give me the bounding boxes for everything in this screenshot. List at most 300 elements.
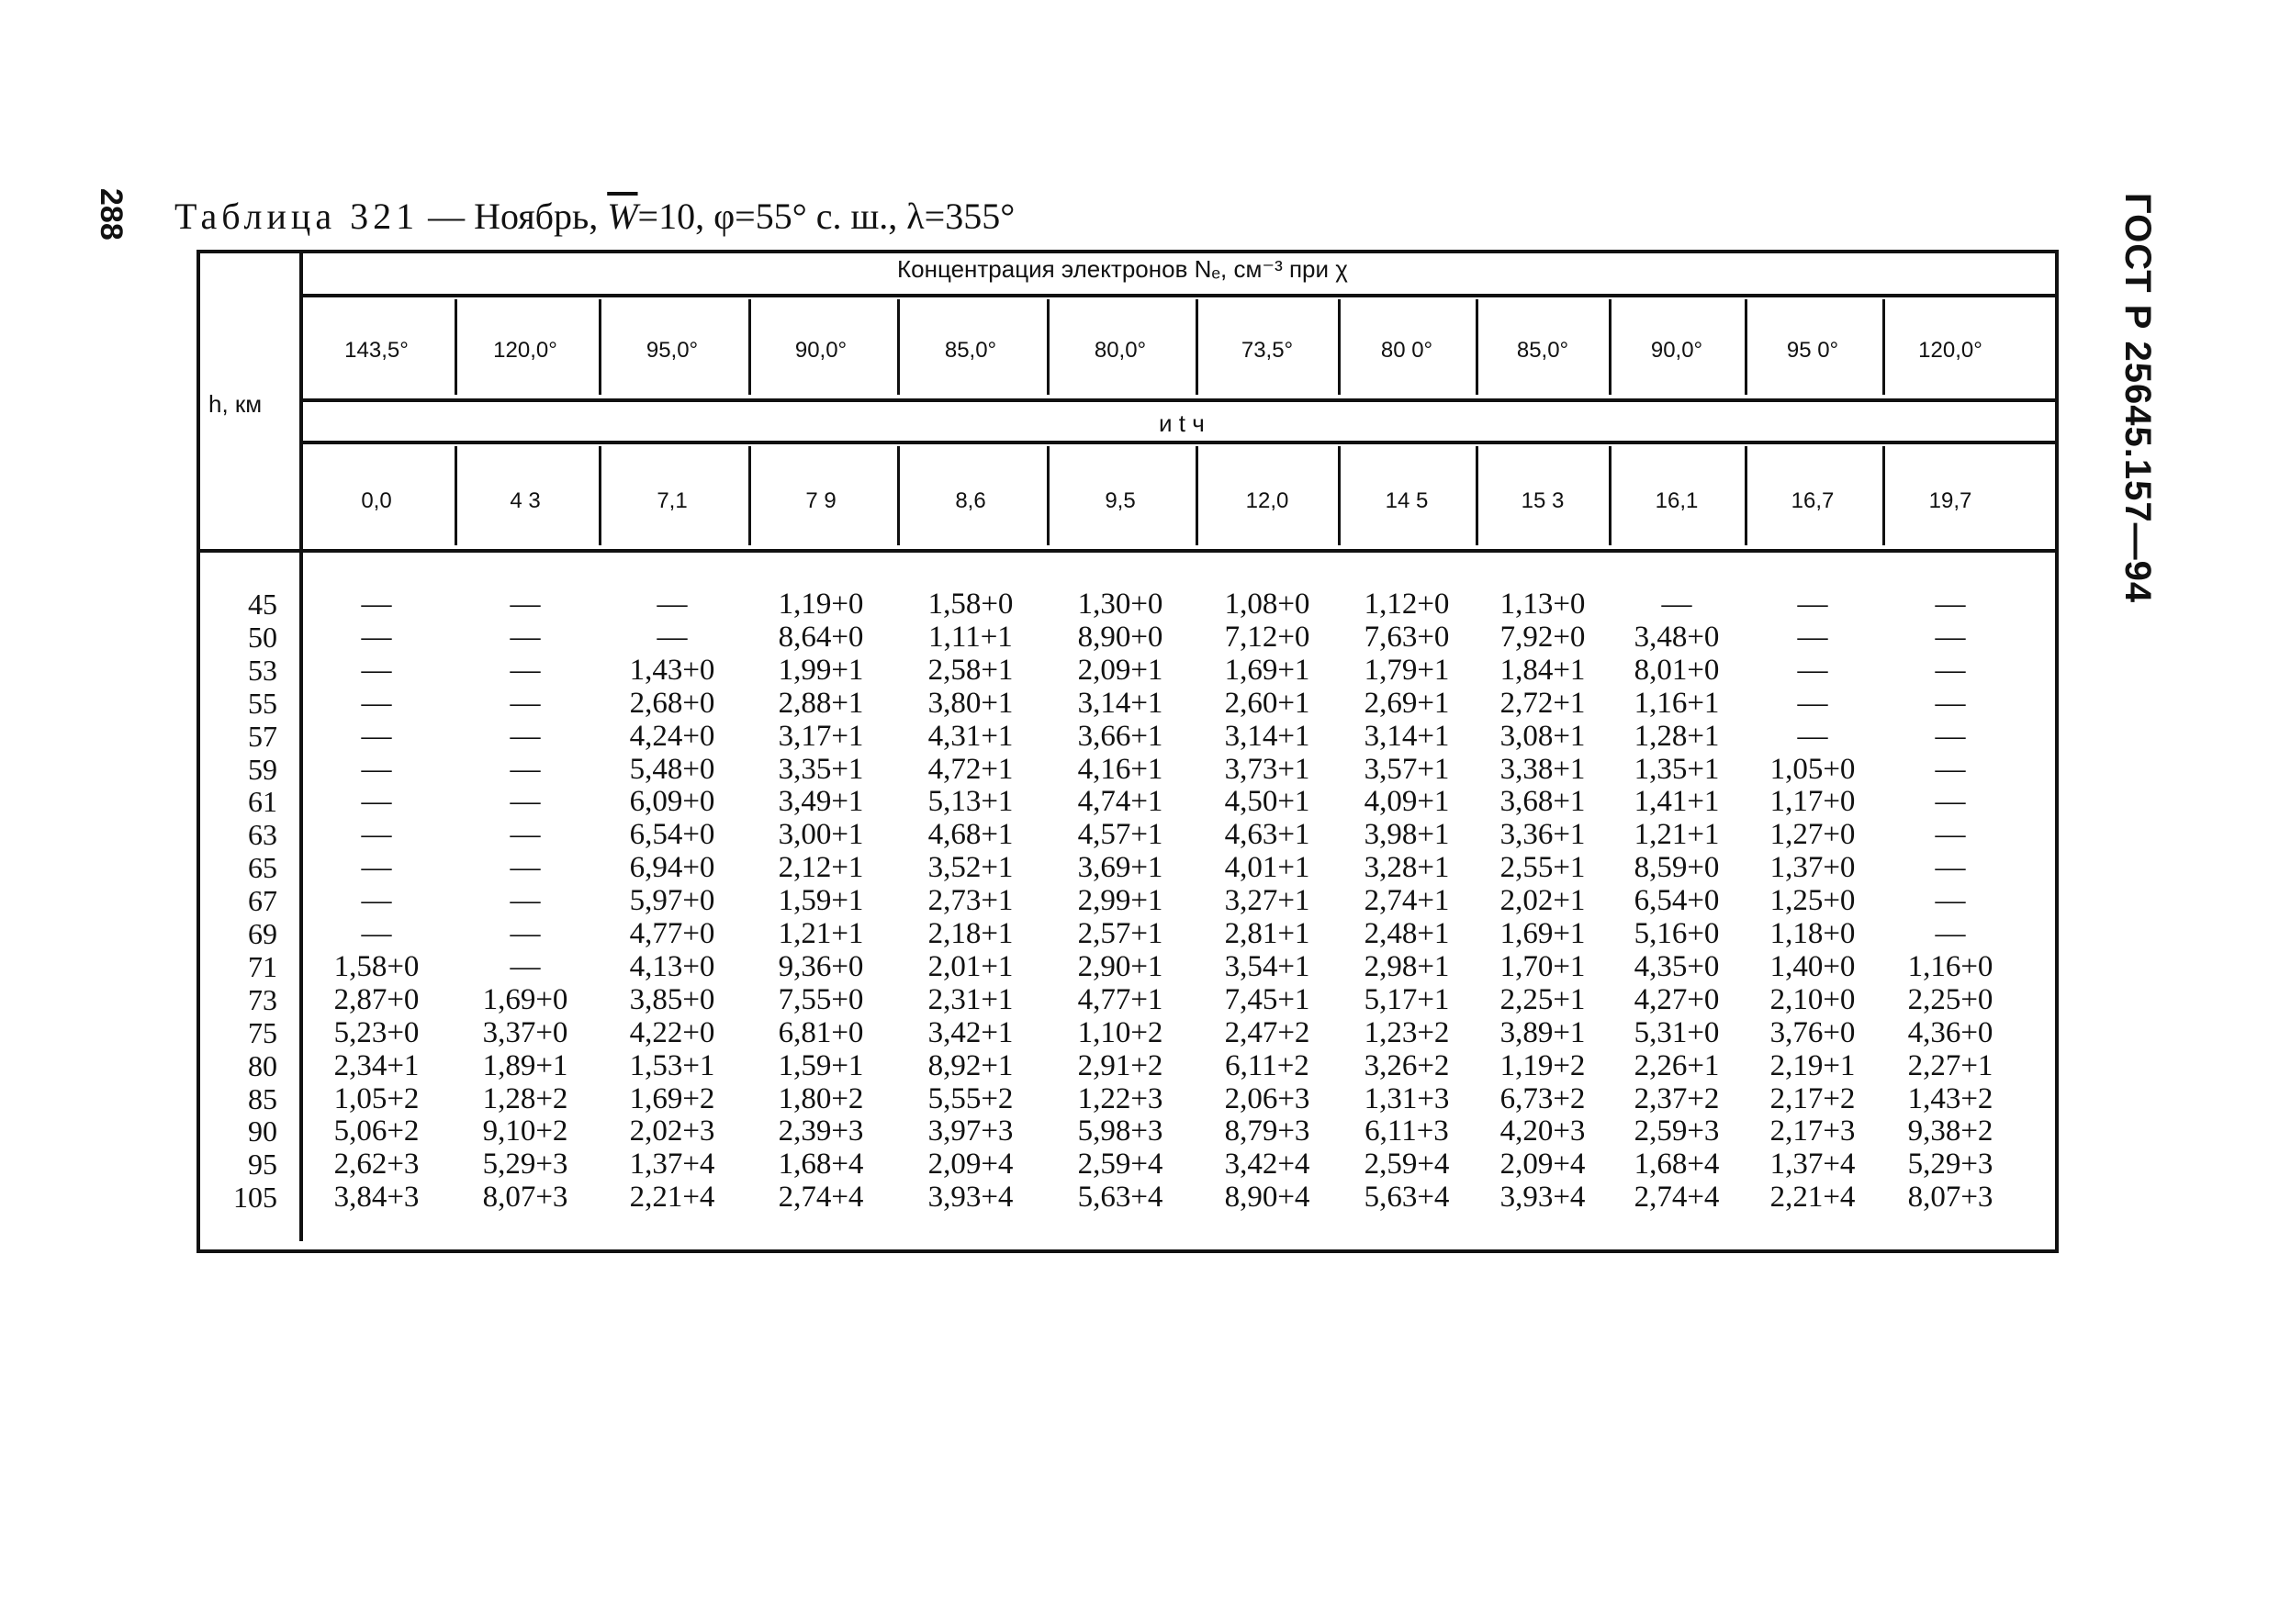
title-part-b: =10, φ=55° с. ш., λ=355° xyxy=(637,196,1016,237)
table-cell: — xyxy=(1935,917,1966,950)
table-cell: 2,69+1 xyxy=(1364,686,1450,720)
t-value: 8,6 xyxy=(955,488,986,513)
table-cell: 6,09+0 xyxy=(629,785,715,819)
chi-divider xyxy=(1047,299,1050,395)
row-label-h: 69 xyxy=(248,917,277,950)
table-cell: 1,19+0 xyxy=(778,588,864,621)
table-cell: 4,77+0 xyxy=(629,917,715,950)
table-cell: 4,74+1 xyxy=(1077,785,1163,819)
table-cell: 3,97+3 xyxy=(927,1114,1014,1148)
chi-value: 90,0° xyxy=(794,338,848,363)
t-divider xyxy=(1882,446,1885,545)
table-cell: — xyxy=(1935,818,1966,852)
row-label-h: 45 xyxy=(248,588,277,621)
table-cell: 3,26+2 xyxy=(1364,1048,1450,1082)
table-cell: 8,90+4 xyxy=(1224,1181,1310,1215)
table-cell: 3,14+1 xyxy=(1224,719,1310,753)
table-cell: 1,41+1 xyxy=(1634,785,1720,819)
t-divider xyxy=(1196,446,1198,545)
table-cell: 3,52+1 xyxy=(927,851,1014,885)
table-cell: — xyxy=(1935,719,1966,753)
row-label-h: 50 xyxy=(248,620,277,654)
t-divider xyxy=(455,446,457,545)
table-cell: 5,98+3 xyxy=(1077,1114,1163,1148)
t-label-divider xyxy=(301,441,2055,444)
table-cell: 1,12+0 xyxy=(1364,588,1450,621)
table-cell: 2,74+4 xyxy=(778,1181,864,1215)
chi-value: 120,0° xyxy=(1918,338,1982,363)
t-divider xyxy=(1745,446,1747,545)
table-cell: 2,09+4 xyxy=(927,1148,1014,1182)
table-cell: 1,70+1 xyxy=(1499,949,1586,983)
table-cell: 1,79+1 xyxy=(1364,653,1450,687)
table-cell: — xyxy=(1797,686,1828,720)
table-cell: 4,22+0 xyxy=(629,1015,715,1049)
table-cell: 1,43+0 xyxy=(629,653,715,687)
table-cell: 6,94+0 xyxy=(629,851,715,885)
table-cell: 3,48+0 xyxy=(1634,620,1720,654)
table-cell: 1,59+1 xyxy=(778,884,864,918)
table-cell: 5,97+0 xyxy=(629,884,715,918)
table-cell: 1,28+2 xyxy=(482,1081,568,1115)
table-cell: 2,59+4 xyxy=(1077,1148,1163,1182)
table-cell: 2,98+1 xyxy=(1364,949,1450,983)
chi-row-divider xyxy=(301,398,2055,402)
table-cell: 5,55+2 xyxy=(927,1081,1014,1115)
table-cell: 2,81+1 xyxy=(1224,917,1310,950)
table-cell: 2,59+3 xyxy=(1634,1114,1720,1148)
row-label-h: 90 xyxy=(248,1114,277,1148)
table-cell: 1,69+1 xyxy=(1224,653,1310,687)
table-cell: — xyxy=(510,719,541,753)
table-cell: 5,48+0 xyxy=(629,752,715,786)
table-cell: 3,42+1 xyxy=(927,1015,1014,1049)
table-cell: 4,50+1 xyxy=(1224,785,1310,819)
t-value: 9,5 xyxy=(1105,488,1136,513)
table-cell: 2,74+1 xyxy=(1364,884,1450,918)
table-cell: 3,36+1 xyxy=(1499,818,1586,852)
table-cell: 2,25+1 xyxy=(1499,982,1586,1016)
table-cell: 2,47+2 xyxy=(1224,1015,1310,1049)
table-cell: 2,99+1 xyxy=(1077,884,1163,918)
table-cell: 2,90+1 xyxy=(1077,949,1163,983)
chi-divider xyxy=(599,299,601,395)
table-cell: 5,13+1 xyxy=(927,785,1014,819)
row-label-h: 63 xyxy=(248,818,277,852)
title-part-a: — Ноябрь, xyxy=(419,196,608,237)
chi-divider xyxy=(1196,299,1198,395)
table-cell: 7,55+0 xyxy=(778,982,864,1016)
table-cell: — xyxy=(361,752,392,786)
table-cell: — xyxy=(1935,588,1966,621)
table-cell: 8,79+3 xyxy=(1224,1114,1310,1148)
table-cell: 5,17+1 xyxy=(1364,982,1450,1016)
table-cell: 4,68+1 xyxy=(927,818,1014,852)
table-cell: — xyxy=(1935,686,1966,720)
table-cell: 2,55+1 xyxy=(1499,851,1586,885)
table-cell: 2,09+1 xyxy=(1077,653,1163,687)
table-cell: 1,08+0 xyxy=(1224,588,1310,621)
chi-value: 120,0° xyxy=(493,338,557,363)
table-cell: 7,45+1 xyxy=(1224,982,1310,1016)
table-cell: 4,36+0 xyxy=(1907,1015,1993,1049)
t-divider xyxy=(1047,446,1050,545)
chi-divider xyxy=(748,299,751,395)
table-cell: 2,31+1 xyxy=(927,982,1014,1016)
table-cell: — xyxy=(510,752,541,786)
table-cell: 2,34+1 xyxy=(333,1048,420,1082)
t-value: 19,7 xyxy=(1928,488,1972,513)
t-divider xyxy=(897,446,900,545)
table-cell: — xyxy=(361,588,392,621)
t-value: 16,7 xyxy=(1791,488,1835,513)
table-cell: — xyxy=(361,653,392,687)
table-cell: 9,38+2 xyxy=(1907,1114,1993,1148)
t-value: 4 3 xyxy=(510,488,541,513)
header-body-divider xyxy=(197,549,2057,553)
table-cell: 1,22+3 xyxy=(1077,1081,1163,1115)
table-cell: 3,14+1 xyxy=(1077,686,1163,720)
table-cell: 2,18+1 xyxy=(927,917,1014,950)
table-cell: 1,23+2 xyxy=(1364,1015,1450,1049)
table-cell: 1,53+1 xyxy=(629,1048,715,1082)
table-cell: 4,72+1 xyxy=(927,752,1014,786)
table-cell: 2,01+1 xyxy=(927,949,1014,983)
table-cell: 1,84+1 xyxy=(1499,653,1586,687)
table-cell: 7,63+0 xyxy=(1364,620,1450,654)
table-cell: — xyxy=(510,851,541,885)
table-cell: 1,13+0 xyxy=(1499,588,1586,621)
table-cell: 3,66+1 xyxy=(1077,719,1163,753)
table-cell: 2,59+4 xyxy=(1364,1148,1450,1182)
table-cell: 3,93+4 xyxy=(927,1181,1014,1215)
table-cell: — xyxy=(1661,588,1692,621)
document-code: ГОСТ Р 25645.157—94 xyxy=(2117,193,2158,604)
t-divider xyxy=(1338,446,1341,545)
t-subheader: и t ч xyxy=(1159,409,1205,437)
table-cell: 3,76+0 xyxy=(1769,1015,1856,1049)
table-cell: 4,77+1 xyxy=(1077,982,1163,1016)
table-cell: 8,92+1 xyxy=(927,1048,1014,1082)
table-cell: 2,21+4 xyxy=(629,1181,715,1215)
table-cell: 3,73+1 xyxy=(1224,752,1310,786)
table-title xyxy=(174,195,1015,238)
table-cell: — xyxy=(361,686,392,720)
t-value: 0,0 xyxy=(361,488,392,513)
table-cell: 5,63+4 xyxy=(1077,1181,1163,1215)
table-cell: 5,31+0 xyxy=(1634,1015,1720,1049)
table-cell: 1,58+0 xyxy=(333,949,420,983)
table-cell: 3,35+1 xyxy=(778,752,864,786)
table-cell: 8,07+3 xyxy=(482,1181,568,1215)
t-value: 7 9 xyxy=(805,488,837,513)
table-cell: 1,69+2 xyxy=(629,1081,715,1115)
data-table xyxy=(195,248,2059,1258)
table-cell: 1,68+4 xyxy=(778,1148,864,1182)
table-number: Таблица 321 xyxy=(174,196,420,237)
table-cell: 2,17+3 xyxy=(1769,1114,1856,1148)
table-cell: 1,28+1 xyxy=(1634,719,1720,753)
chi-value: 85,0° xyxy=(1516,338,1569,363)
table-cell: — xyxy=(1935,851,1966,885)
table-cell: 2,72+1 xyxy=(1499,686,1586,720)
table-cell: 6,81+0 xyxy=(778,1015,864,1049)
table-cell: — xyxy=(1797,588,1828,621)
table-cell: 2,68+0 xyxy=(629,686,715,720)
table-cell: 1,27+0 xyxy=(1769,818,1856,852)
table-cell: 3,42+4 xyxy=(1224,1148,1310,1182)
table-cell: 4,63+1 xyxy=(1224,818,1310,852)
table-cell: 6,11+3 xyxy=(1364,1114,1449,1148)
table-cell: 4,01+1 xyxy=(1224,851,1310,885)
table-cell: — xyxy=(361,917,392,950)
table-cell: 2,12+1 xyxy=(778,851,864,885)
table-cell: 4,35+0 xyxy=(1634,949,1720,983)
chi-value: 95 0° xyxy=(1786,338,1839,363)
table-cell: 3,93+4 xyxy=(1499,1181,1586,1215)
table-cell: 2,21+4 xyxy=(1769,1181,1856,1215)
table-cell: 4,57+1 xyxy=(1077,818,1163,852)
table-cell: 3,85+0 xyxy=(629,982,715,1016)
table-cell: — xyxy=(361,785,392,819)
table-cell: 2,60+1 xyxy=(1224,686,1310,720)
table-cell: 2,37+2 xyxy=(1634,1081,1720,1115)
t-value: 14 5 xyxy=(1385,488,1429,513)
table-cell: 3,57+1 xyxy=(1364,752,1450,786)
table-cell: 1,21+1 xyxy=(1634,818,1720,852)
table-cell: 2,10+0 xyxy=(1769,982,1856,1016)
table-cell: 1,69+0 xyxy=(482,982,568,1016)
table-cell: 2,09+4 xyxy=(1499,1148,1586,1182)
table-cell: 2,57+1 xyxy=(1077,917,1163,950)
chi-divider xyxy=(897,299,900,395)
chi-divider xyxy=(1745,299,1747,395)
table-cell: 2,48+1 xyxy=(1364,917,1450,950)
table-cell: 5,16+0 xyxy=(1634,917,1720,950)
table-cell: 2,25+0 xyxy=(1907,982,1993,1016)
table-cell: 8,01+0 xyxy=(1634,653,1720,687)
table-cell: 8,07+3 xyxy=(1907,1181,1993,1215)
table-cell: 1,40+0 xyxy=(1769,949,1856,983)
table-cell: 8,64+0 xyxy=(778,620,864,654)
table-cell: 6,54+0 xyxy=(629,818,715,852)
table-cell: 2,02+3 xyxy=(629,1114,715,1148)
table-cell: — xyxy=(510,818,541,852)
t-divider xyxy=(748,446,751,545)
table-cell: 3,28+1 xyxy=(1364,851,1450,885)
table-cell: — xyxy=(657,620,688,654)
t-value: 7,1 xyxy=(657,488,688,513)
row-label-h: 61 xyxy=(248,785,277,819)
table-cell: — xyxy=(361,884,392,918)
table-cell: — xyxy=(510,588,541,621)
chi-divider xyxy=(455,299,457,395)
table-cell: 1,37+0 xyxy=(1769,851,1856,885)
table-cell: 6,11+2 xyxy=(1225,1048,1309,1082)
table-cell: 4,31+1 xyxy=(927,719,1014,753)
table-cell: 5,63+4 xyxy=(1364,1181,1450,1215)
table-cell: — xyxy=(1797,653,1828,687)
t-divider xyxy=(599,446,601,545)
t-value: 12,0 xyxy=(1245,488,1289,513)
table-cell: 3,54+1 xyxy=(1224,949,1310,983)
table-cell: — xyxy=(510,620,541,654)
page-number: 288 xyxy=(94,188,129,241)
table-cell: 1,59+1 xyxy=(778,1048,864,1082)
table-cell: — xyxy=(361,719,392,753)
table-cell: 3,27+1 xyxy=(1224,884,1310,918)
table-cell: 2,19+1 xyxy=(1769,1048,1856,1082)
table-cell: 3,49+1 xyxy=(778,785,864,819)
table-cell: 4,27+0 xyxy=(1634,982,1720,1016)
table-cell: 9,10+2 xyxy=(482,1114,568,1148)
table-cell: 3,84+3 xyxy=(333,1181,420,1215)
table-bottom-border xyxy=(197,1249,2057,1253)
row-label-h: 65 xyxy=(248,851,277,885)
table-cell: 2,58+1 xyxy=(927,653,1014,687)
table-cell: 3,38+1 xyxy=(1499,752,1586,786)
row-label-h: 53 xyxy=(248,653,277,687)
table-cell: 4,13+0 xyxy=(629,949,715,983)
table-cell: 3,80+1 xyxy=(927,686,1014,720)
table-cell: 5,06+2 xyxy=(333,1114,420,1148)
table-cell: 2,88+1 xyxy=(778,686,864,720)
table-cell: 2,39+3 xyxy=(778,1114,864,1148)
table-cell: 6,54+0 xyxy=(1634,884,1720,918)
table-cell: 2,74+4 xyxy=(1634,1181,1720,1215)
table-cell: — xyxy=(1935,884,1966,918)
table-cell: 1,11+1 xyxy=(928,620,1013,654)
table-cell: 1,05+0 xyxy=(1769,752,1856,786)
row-label-h: 73 xyxy=(248,982,277,1016)
table-cell: 1,80+2 xyxy=(778,1081,864,1115)
w-symbol: $\overline{W}$ xyxy=(607,196,638,237)
t-value: 15 3 xyxy=(1521,488,1565,513)
chi-divider xyxy=(1338,299,1341,395)
table-cell: 1,69+1 xyxy=(1499,917,1586,950)
table-cell: 3,17+1 xyxy=(778,719,864,753)
table-cell: — xyxy=(1797,719,1828,753)
table-cell: — xyxy=(1797,620,1828,654)
row-label-h: 55 xyxy=(248,686,277,720)
chi-value: 143,5° xyxy=(344,338,409,363)
chi-value: 80 0° xyxy=(1380,338,1433,363)
table-cell: 1,99+1 xyxy=(778,653,864,687)
table-cell: 4,09+1 xyxy=(1364,785,1450,819)
table-cell: 8,90+0 xyxy=(1077,620,1163,654)
table-cell: 1,17+0 xyxy=(1769,785,1856,819)
table-cell: 4,24+0 xyxy=(629,719,715,753)
group-header-divider xyxy=(301,294,2055,297)
table-cell: 2,73+1 xyxy=(927,884,1014,918)
table-cell: 1,16+0 xyxy=(1907,949,1993,983)
table-cell: — xyxy=(1935,785,1966,819)
table-cell: — xyxy=(510,884,541,918)
table-cell: 1,21+1 xyxy=(778,917,864,950)
chi-value: 73,5° xyxy=(1241,338,1294,363)
table-cell: 3,98+1 xyxy=(1364,818,1450,852)
table-cell: 2,87+0 xyxy=(333,982,420,1016)
table-cell: 1,43+2 xyxy=(1907,1081,1993,1115)
table-cell: 2,91+2 xyxy=(1077,1048,1163,1082)
table-cell: — xyxy=(1935,620,1966,654)
table-cell: — xyxy=(510,686,541,720)
t-divider xyxy=(1609,446,1612,545)
table-cell: 1,16+1 xyxy=(1634,686,1720,720)
chi-value: 85,0° xyxy=(944,338,997,363)
t-value: 16,1 xyxy=(1655,488,1699,513)
table-cell: 1,18+0 xyxy=(1769,917,1856,950)
row-label-h: 71 xyxy=(248,949,277,983)
chi-divider xyxy=(1609,299,1612,395)
table-cell: 3,89+1 xyxy=(1499,1015,1586,1049)
table-cell: 3,14+1 xyxy=(1364,719,1450,753)
table-cell: — xyxy=(510,653,541,687)
table-cell: 3,69+1 xyxy=(1077,851,1163,885)
table-left-border xyxy=(197,250,200,1253)
chi-divider xyxy=(1882,299,1885,395)
table-cell: 9,36+0 xyxy=(778,949,864,983)
row-label-h: 67 xyxy=(248,884,277,918)
group-header: Концентрация электронов Nₑ, см⁻³ при χ xyxy=(897,255,1348,283)
row-label-h: 95 xyxy=(248,1148,277,1182)
table-cell: 1,25+0 xyxy=(1769,884,1856,918)
table-cell: 1,58+0 xyxy=(927,588,1014,621)
table-cell: 6,73+2 xyxy=(1499,1081,1586,1115)
table-cell: 2,26+1 xyxy=(1634,1048,1720,1082)
table-cell: 2,27+1 xyxy=(1907,1048,1993,1082)
chi-value: 95,0° xyxy=(646,338,699,363)
row-label-h: 80 xyxy=(248,1048,277,1082)
table-cell: 1,89+1 xyxy=(482,1048,568,1082)
chi-value: 90,0° xyxy=(1650,338,1703,363)
table-cell: 7,12+0 xyxy=(1224,620,1310,654)
table-cell: 1,37+4 xyxy=(1769,1148,1856,1182)
table-cell: 3,08+1 xyxy=(1499,719,1586,753)
row-label-h: 75 xyxy=(248,1015,277,1049)
table-cell: 2,62+3 xyxy=(333,1148,420,1182)
table-cell: — xyxy=(510,949,541,983)
table-cell: 4,20+3 xyxy=(1499,1114,1586,1148)
table-cell: — xyxy=(1935,752,1966,786)
table-cell: 3,00+1 xyxy=(778,818,864,852)
table-cell: — xyxy=(361,818,392,852)
table-cell: 2,17+2 xyxy=(1769,1081,1856,1115)
table-cell: — xyxy=(510,785,541,819)
table-cell: 1,19+2 xyxy=(1499,1048,1586,1082)
table-cell: 8,59+0 xyxy=(1634,851,1720,885)
row-label-h: 85 xyxy=(248,1081,277,1115)
row-label-h: 59 xyxy=(248,752,277,786)
table-cell: 1,35+1 xyxy=(1634,752,1720,786)
table-cell: — xyxy=(361,851,392,885)
table-cell: 4,16+1 xyxy=(1077,752,1163,786)
table-cell: 1,05+2 xyxy=(333,1081,420,1115)
table-cell: — xyxy=(1935,653,1966,687)
table-cell: 5,29+3 xyxy=(482,1148,568,1182)
table-top-border xyxy=(197,250,2057,253)
table-cell: 1,30+0 xyxy=(1077,588,1163,621)
table-cell: 1,31+3 xyxy=(1364,1081,1450,1115)
table-cell: 2,02+1 xyxy=(1499,884,1586,918)
table-cell: 1,68+4 xyxy=(1634,1148,1720,1182)
table-cell: 7,92+0 xyxy=(1499,620,1586,654)
table-cell: — xyxy=(657,588,688,621)
table-cell: 3,68+1 xyxy=(1499,785,1586,819)
table-right-border xyxy=(2055,250,2059,1253)
table-cell: 5,29+3 xyxy=(1907,1148,1993,1182)
row-label-h: 105 xyxy=(233,1181,277,1215)
